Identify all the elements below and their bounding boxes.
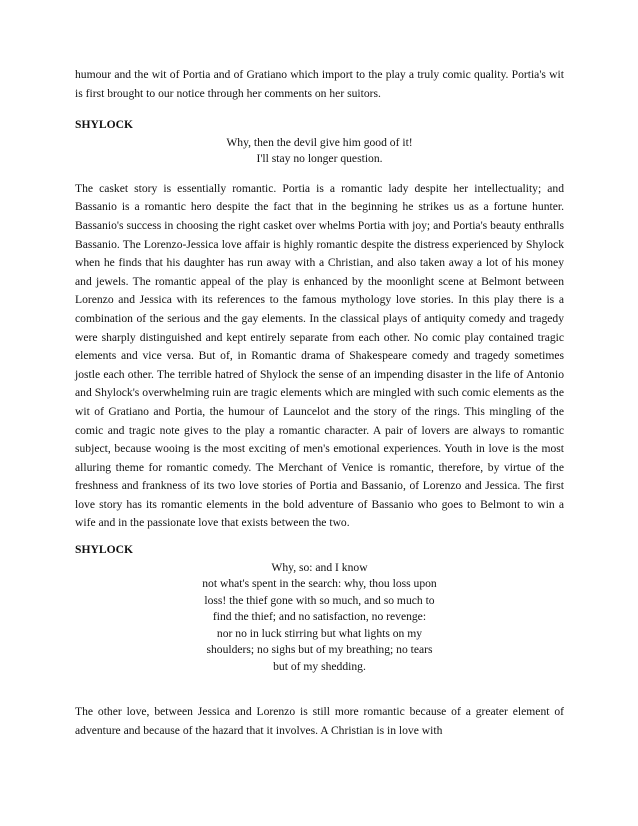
verse-quote bbox=[75, 135, 564, 168]
verse-line: nor no in luck stirring but what lights on my bbox=[216, 626, 423, 640]
intro-paragraph: humour and the wit of Portia and of Gratiano which import to the play a truly comic quality. Portia's wit is first brought to our notice through her comments on her suitors. bbox=[75, 68, 564, 100]
closing-paragraph: The other love, between Jessica and Lorenzo is still more romantic because of a greater element of adventure and because of the hazard that it involves. A Christian is in love with bbox=[75, 705, 564, 737]
verse-line: Why, so: and I know bbox=[271, 560, 368, 574]
verse-line: not what's spent in the search: why, thou loss upon bbox=[202, 577, 437, 591]
verse-line: but of my shedding. bbox=[273, 659, 366, 673]
document-page bbox=[75, 66, 564, 740]
verse-line: shoulders; no sighs but of my breathing; no tears bbox=[206, 643, 433, 657]
spacer bbox=[75, 103, 564, 116]
spacer bbox=[75, 675, 564, 703]
speaker-name: SHYLOCK bbox=[75, 118, 133, 132]
speaker-name: SHYLOCK bbox=[75, 543, 133, 557]
verse-line: find the thief; and no satisfaction, no revenge: bbox=[212, 610, 427, 624]
main-paragraph: The casket story is essentially romantic. Portia is a romantic lady despite her intellectuality; and Bassanio is a romantic hero despite the fact that in the beginning he strikes us as a fortune hunter. Bassanio's success in choosing the right casket over whelms Portia with joy; and Portia's beauty enthralls Bassanio. The Lorenzo-Jessica love affair is highly romantic despite the distress experienced by Shylock when he finds that his daughter has run away with a Christian, and also taken away a lot of his money and jewels. The romantic appeal of the play is enhanced by the moonlight scene at Belmont between Lorenzo and Jessica with its references to the famous mythology love stories. In this play there is a combination of the serious and the gay elements. In the classical plays of antiquity comedy and tragedy were sharply distinguished and kept entirely separate from each other. No comic play contained tragic elements and vice versa. But of, in Romantic drama of Shakespeare comedy and tragedy sometimes jostle each other. The terrible hatred of Shylock the sense of an impending disaster in the life of Antonio and Shylock's overwhelming ruin are tragic elements which are mingled with such comic elements as the wit of Gratiano and Portia, the humour of Launcelot and the story of the rings. This mingling of the comic and tragic note gives to the play a romantic character. A pair of lovers are always to romantic subject, because wooing is the most exciting of men's emotional experiences. Youth in love is the most alluring theme for romantic comedy. The Merchant of Venice is romantic, therefore, by virtue of the freshness and frankness of its two love stories of Portia and Bassanio, of Lorenzo and Jessica. The first love story has its romantic elements in the bold adventure of Bassanio who goes to Belmont to win a wife and in the passionate love that exists between the two. bbox=[75, 181, 564, 530]
verse-line: loss! the thief gone with so much, and so much to bbox=[204, 593, 435, 607]
spacer bbox=[75, 168, 564, 180]
spacer bbox=[75, 533, 564, 541]
verse-line: I'll stay no longer question. bbox=[256, 152, 383, 166]
verse-line: Why, then the devil give him good of it! bbox=[226, 135, 413, 149]
verse-quote bbox=[75, 560, 564, 676]
